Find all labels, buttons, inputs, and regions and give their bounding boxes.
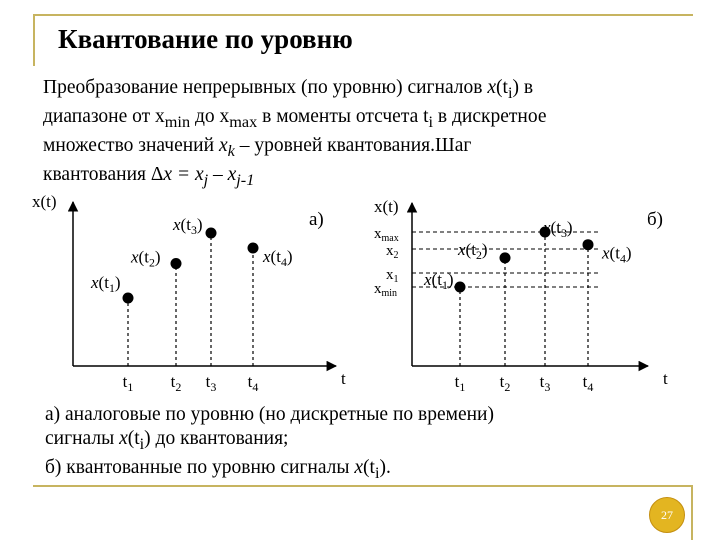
chart-b-point-label-t3: $x(t_3)$ <box>543 218 573 240</box>
caption-line-2 <box>45 427 685 456</box>
intro-sub: i <box>507 83 513 102</box>
intro-var: x = x <box>163 163 204 185</box>
chart-a-point-label-t3: $x(t_3)$ <box>173 215 203 237</box>
chart-b-x-axis-label: t <box>663 369 668 388</box>
intro-text-part: диапазоне от x <box>43 105 165 127</box>
intro-text-part: до x <box>190 105 230 127</box>
caption-text-part: (t <box>127 428 140 449</box>
intro-sub: j <box>203 170 209 189</box>
chart-b-point-label-t1: $x(t_1)$ <box>424 270 454 292</box>
caption-text-part: сигналы <box>45 428 120 449</box>
caption-text-part: (t <box>363 456 375 478</box>
intro-text-part: ) в <box>512 77 534 98</box>
chart-a-tick-t4: $t_4$ <box>247 372 259 394</box>
intro-var: x <box>218 134 228 156</box>
chart-b-tick-t2: $t_2$ <box>499 372 511 394</box>
chart-b-panel-label: б) <box>647 209 663 230</box>
chart-b-level-label-x2: $x_2$ <box>386 243 399 261</box>
caption-line-1: а) аналоговые по уровню (но дискретные по времени) <box>45 404 494 425</box>
chart-b-point-t2 <box>500 252 511 263</box>
caption-text-part: ). <box>379 456 391 478</box>
chart-b-point-t1 <box>455 282 466 293</box>
intro-sub: min <box>164 112 191 131</box>
chart-a-panel-label: а) <box>309 209 324 230</box>
intro-text-part: Преобразование непрерывных (по уровню) сигналов <box>43 77 488 98</box>
slide-title: Квантование по уровню <box>58 24 353 54</box>
chart-b-point-label-t2: $x(t_2)$ <box>458 239 488 262</box>
figure-caption <box>45 403 685 485</box>
chart-a <box>32 192 346 394</box>
intro-sub: max <box>229 112 258 131</box>
chart-b-level-label-xmax: $x_{max}$ <box>374 226 399 244</box>
intro-text-part: квантования Δ <box>43 163 164 185</box>
chart-b-tick-t1: $t_1$ <box>454 372 466 394</box>
chart-a-point-t1 <box>123 293 134 304</box>
chart-a-point-label-t4: $x(t_4)$ <box>263 247 293 269</box>
intro-text-part: – уровней квантования.Шаг <box>234 134 472 156</box>
intro-sub: k <box>227 141 235 160</box>
caption-text-part: ) до квантования; <box>144 428 289 449</box>
intro-text-part: (t <box>496 77 508 98</box>
intro-text-part: в дискретное <box>433 105 547 127</box>
caption-line-3 <box>45 456 685 485</box>
chart-a-point-label-t1: $x(t_1)$ <box>91 273 121 295</box>
chart-b-level-label-xmin: $x_{min}$ <box>374 281 398 299</box>
chart-b-y-axis-label: x(t) <box>374 197 399 216</box>
intro-sub: j-1 <box>236 170 255 189</box>
chart-a-point-t4 <box>248 243 259 254</box>
intro-text-part: в моменты отсчета t <box>257 105 429 127</box>
chart-a-y-axis-label: x(t) <box>32 192 57 211</box>
chart-a-point-label-t2: $x(t_2)$ <box>131 247 161 270</box>
chart-b-tick-t3: $t_3$ <box>539 372 551 394</box>
caption-var: x <box>119 428 128 449</box>
intro-text-part: множество значений <box>43 134 219 156</box>
chart-a-tick-t2: $t_2$ <box>170 372 182 394</box>
chart-a-tick-t3: $t_3$ <box>205 372 217 394</box>
chart-a-tick-t1: $t_1$ <box>122 372 134 394</box>
chart-a-point-t3 <box>206 228 217 239</box>
chart-b <box>374 197 668 394</box>
intro-sub: i <box>428 112 434 131</box>
chart-b-point-t4 <box>583 239 594 250</box>
chart-a-x-axis-label: t <box>341 369 346 388</box>
caption-text-part: б) квантованные по уровню сигналы <box>45 456 355 478</box>
chart-b-tick-t4: $t_4$ <box>582 372 594 394</box>
intro-var: – x <box>208 163 237 185</box>
chart-b-level-label-x1: $x_1$ <box>386 267 399 285</box>
page-number-badge: 27 <box>649 497 685 533</box>
intro-var: x <box>487 77 497 98</box>
caption-sub: i <box>139 434 145 453</box>
chart-b-point-label-t4: $x(t_4)$ <box>602 243 632 266</box>
caption-sub: i <box>374 463 380 482</box>
chart-a-point-t2 <box>171 258 182 269</box>
caption-var: x <box>354 456 364 478</box>
